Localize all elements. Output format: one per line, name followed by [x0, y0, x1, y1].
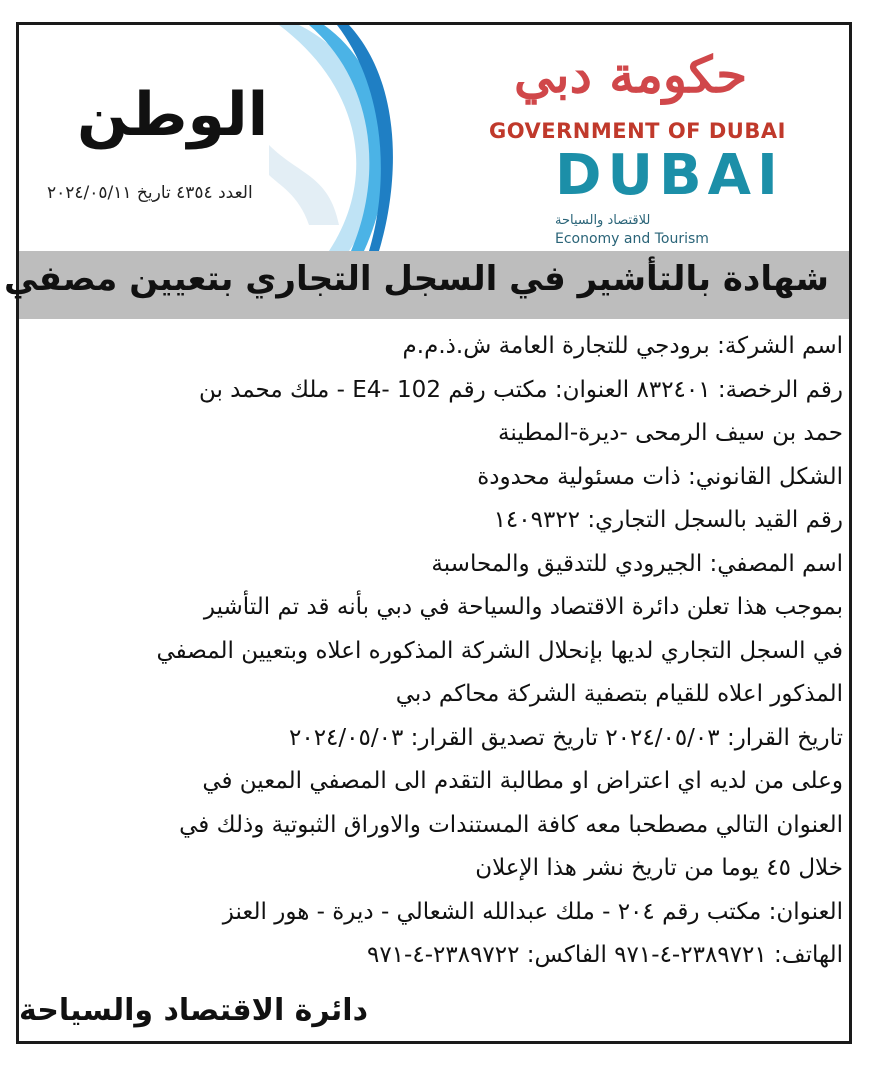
dubai-wordmark-logo: DUBAI: [555, 143, 784, 208]
swoosh-graphic: [269, 25, 399, 251]
notice-line: الهاتف: ٢٣٨٩٧٢١-٤-٩٧١ الفاكس: ٢٣٨٩٧٢٢-٤-٩٧١: [366, 942, 843, 968]
notice-line: رقم القيد بالسجل التجاري: ١٤٠٩٣٢٢: [493, 507, 843, 533]
gov-arabic-logo: حكومة دبي: [514, 45, 748, 104]
newspaper-name: الوطن: [77, 80, 269, 150]
gov-english-logo: GOVERNMENT OF DUBAI: [489, 119, 786, 143]
title-band: [3, 251, 849, 319]
notice-line: المذكور اعلاه للقيام بتصفية الشركة محاكم دبي: [395, 681, 843, 707]
notice-line: العنوان التالي مصطحبا معه كافة المستندات والاوراق الثبوتية وذلك في: [179, 811, 843, 838]
notice-line: العنوان: مكتب رقم ٢٠٤ - ملك عبدالله الشعالي - ديرة - هور العنز: [222, 898, 843, 925]
notice-frame: [3, 22, 852, 1044]
issue-line: العدد ٤٣٥٤ تاريخ ٢٠٢٤/٠٥/١١: [47, 183, 253, 203]
notice-line: اسم الشركة: برودجي للتجارة العامة ش.ذ.م.م: [402, 333, 843, 359]
notice-line: خلال ٤٥ يوما من تاريخ نشر هذا الإعلان: [475, 855, 843, 881]
notice-line: رقم الرخصة: ٨٣٢٤٠١ العنوان: مكتب رقم 102 -E4 - ملك محمد بن: [198, 376, 843, 403]
notice-line: اسم المصفي: الجيرودي للتدقيق والمحاسبة: [431, 550, 843, 577]
notice-body: [29, 325, 843, 978]
notice-line: وعلى من لديه اي اعتراض او مطالبة التقدم الى المصفي المعين في: [202, 768, 843, 794]
issuer-signature: دائرة الاقتصاد والسياحة: [19, 993, 368, 1028]
header: [19, 25, 849, 251]
notice-line: تاريخ القرار: ٢٠٢٤/٠٥/٠٣ تاريخ تصديق القرار: ٢٠٢٤/٠٥/٠٣: [289, 724, 843, 751]
dept-english: Economy and Tourism: [555, 231, 709, 247]
notice-line: في السجل التجاري لديها بإنحلال الشركة المذكوره اعلاه وبتعيين المصفي: [156, 637, 843, 664]
dept-arabic: للاقتصاد والسياحة: [555, 213, 651, 228]
swoosh-shadow: [269, 145, 339, 225]
notice-line: بموجب هذا تعلن دائرة الاقتصاد والسياحة في دبي بأنه قد تم التأشير: [203, 594, 843, 620]
notice-title: شهادة بالتأشير في السجل التجاري بتعيين مصفي: [3, 259, 829, 299]
notice-line: حمد بن سيف الرمحى -ديرة-المطينة: [498, 420, 843, 446]
notice-line: الشكل القانوني: ذات مسئولية محدودة: [477, 463, 843, 490]
